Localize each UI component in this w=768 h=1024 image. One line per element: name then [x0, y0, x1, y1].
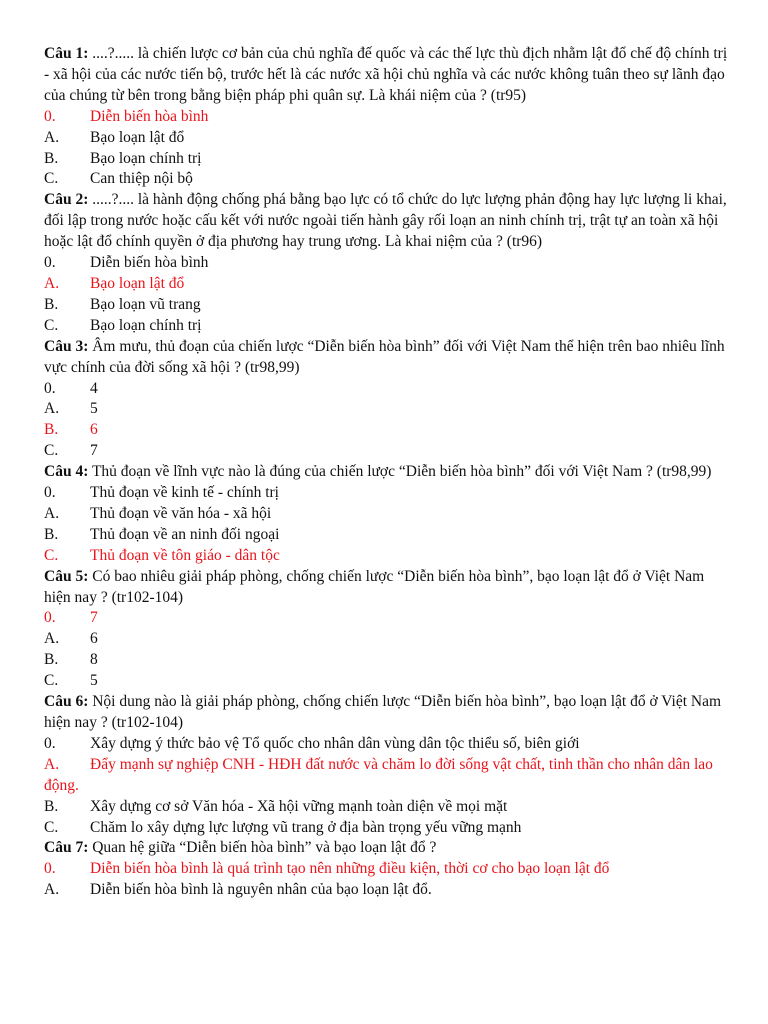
option-letter: 0. — [44, 734, 56, 752]
question-stem — [44, 692, 734, 734]
answer-option — [44, 608, 734, 629]
option-letter: 0. — [44, 484, 56, 502]
option-letter: A. — [44, 274, 60, 292]
option-letter: C. — [44, 170, 59, 188]
option-letter: B. — [44, 525, 59, 543]
quiz-document — [44, 44, 734, 901]
option-letter: A. — [44, 755, 60, 773]
option-text: 5 — [90, 400, 98, 418]
answer-option — [44, 734, 734, 755]
answer-option — [44, 483, 734, 504]
answer-option — [44, 755, 734, 797]
option-text: Diễn biến hòa bình là quá trình tạo nên những điều kiện, thời cơ cho bạo loạn lật đổ — [90, 860, 610, 878]
option-letter: C. — [44, 672, 59, 690]
option-text: Thủ đoạn về an ninh đối ngoại — [90, 525, 280, 543]
answer-option — [44, 128, 734, 149]
question-4 — [44, 462, 734, 567]
option-text: 7 — [90, 609, 98, 627]
answer-option — [44, 274, 734, 295]
option-letter: A. — [44, 400, 60, 418]
question-text: .....?.... là hành động chống phá bằng bạo lực có tổ chức do lực lượng phản động hay lực lượng li khai, đối lập trong nước hoặc cấu kết với nước ngoài tiến hành gây rối loạn an ninh chính trị, trật tự an toàn xã hội hoặc lật đổ chính quyền ở địa phương hay trung ương. Là khai niệm của ? (tr96) — [44, 191, 727, 251]
answer-option — [44, 399, 734, 420]
option-text: Thủ đoạn về văn hóa - xã hội — [90, 504, 272, 522]
option-letter: 0. — [44, 379, 56, 397]
option-letter: C. — [44, 546, 59, 564]
question-6 — [44, 692, 734, 838]
option-text: Diễn biến hòa bình — [90, 254, 209, 272]
question-2 — [44, 190, 734, 336]
option-letter: 0. — [44, 107, 56, 125]
question-text: Âm mưu, thủ đoạn của chiến lược “Diễn biến hòa bình” đối với Việt Nam thể hiện trên bao nhiêu lĩnh vực chính của đời sống xã hội ? (tr98,99) — [44, 337, 725, 376]
answer-option — [44, 441, 734, 462]
answer-option — [44, 671, 734, 692]
answer-option — [44, 525, 734, 546]
question-stem — [44, 838, 734, 859]
option-letter: B. — [44, 421, 59, 439]
question-stem — [44, 44, 734, 107]
question-text: ....?..... là chiến lược cơ bản của chủ nghĩa đế quốc và các thế lực thù địch nhằm lật đổ chế độ chính trị - xã hội của các nước tiến bộ, trước hết là các nước xã hội chủ nghĩa và các nước không tuân theo sự lãnh đạo của chúng từ bên trong bằng biện pháp phi quân sự. Là khái niệm của ? (tr95) — [44, 45, 728, 104]
option-letter: A. — [44, 128, 60, 146]
option-text: Bạo loạn lật đổ — [90, 128, 185, 146]
question-5 — [44, 567, 734, 692]
answer-option — [44, 149, 734, 170]
option-letter: A. — [44, 630, 60, 648]
option-text: 6 — [90, 630, 98, 648]
option-text: Xây dựng cơ sở Văn hóa - Xã hội vững mạnh toàn diện về mọi mặt — [90, 797, 508, 815]
option-text: Bạo loạn vũ trang — [90, 295, 201, 313]
option-text: Diễn biến hòa bình — [90, 107, 209, 125]
answer-option — [44, 420, 734, 441]
question-stem — [44, 337, 734, 379]
question-number: Câu 3: — [44, 337, 89, 355]
option-letter: A. — [44, 881, 60, 899]
option-letter: B. — [44, 797, 59, 815]
answer-option — [44, 295, 734, 316]
question-stem — [44, 567, 734, 609]
option-text: Bạo loạn lật đổ — [90, 274, 185, 292]
answer-option — [44, 316, 734, 337]
option-letter: 0. — [44, 609, 56, 627]
question-number: Câu 6: — [44, 693, 89, 711]
question-text: Quan hệ giữa “Diễn biến hòa bình” và bạo loạn lật đổ ? — [88, 839, 437, 857]
option-text: 8 — [90, 651, 98, 669]
option-letter: C. — [44, 818, 59, 836]
option-letter: B. — [44, 149, 59, 167]
option-text: 7 — [90, 442, 98, 460]
option-text: 5 — [90, 672, 98, 690]
question-number: Câu 5: — [44, 567, 89, 585]
option-text: Thủ đoạn về tôn giáo - dân tộc — [90, 546, 280, 564]
option-text: Can thiệp nội bộ — [90, 170, 193, 188]
answer-option — [44, 379, 734, 400]
option-text: Thủ đoạn về kinh tế - chính trị — [90, 484, 279, 502]
question-number: Câu 4: — [44, 463, 89, 481]
question-stem — [44, 190, 734, 253]
option-text: Đẩy mạnh sự nghiệp CNH - HĐH đất nước và chăm lo đời sống vật chất, tinh thần cho nhân dân lao động. — [44, 755, 713, 794]
answer-option — [44, 253, 734, 274]
answer-option — [44, 880, 734, 901]
question-7 — [44, 838, 734, 901]
option-text: Xây dựng ý thức bảo vệ Tổ quốc cho nhân dân vùng dân tộc thiểu số, biên giới — [90, 734, 580, 752]
answer-option — [44, 107, 734, 128]
answer-option — [44, 859, 734, 880]
answer-option — [44, 818, 734, 839]
option-text: Diễn biến hòa bình là nguyên nhân của bạo loạn lật đổ. — [90, 881, 432, 899]
question-text: Nội dung nào là giải pháp phòng, chống chiến lược “Diễn biến hòa bình”, bạo loạn lật đổ ở Việt Nam hiện nay ? (tr102-104) — [44, 693, 722, 731]
option-letter: A. — [44, 504, 60, 522]
answer-option — [44, 797, 734, 818]
answer-option — [44, 629, 734, 650]
question-3 — [44, 337, 734, 462]
option-letter: 0. — [44, 254, 56, 272]
answer-option — [44, 650, 734, 671]
question-number: Câu 1: — [44, 45, 89, 62]
option-letter: C. — [44, 316, 59, 334]
question-text: Có bao nhiêu giải pháp phòng, chống chiến lược “Diễn biến hòa bình”, bạo loạn lật đổ ở Việt Nam hiện nay ? (tr102-104) — [44, 567, 705, 606]
question-1 — [44, 44, 734, 190]
option-letter: B. — [44, 295, 59, 313]
option-text: 4 — [90, 379, 98, 397]
option-text: Bạo loạn chính trị — [90, 149, 202, 167]
option-letter: C. — [44, 442, 59, 460]
option-text: Bạo loạn chính trị — [90, 316, 202, 334]
question-stem — [44, 462, 734, 483]
question-number: Câu 7: — [44, 839, 89, 857]
option-text: 6 — [90, 421, 98, 439]
option-letter: 0. — [44, 860, 56, 878]
option-text: Chăm lo xây dựng lực lượng vũ trang ở địa bàn trọng yếu vững mạnh — [90, 818, 522, 836]
answer-option — [44, 169, 734, 190]
question-text: Thủ đoạn về lĩnh vực nào là đúng của chiến lược “Diễn biến hòa bình” đối với Việt Nam ? (tr98,99) — [88, 463, 712, 481]
option-letter: B. — [44, 651, 59, 669]
answer-option — [44, 504, 734, 525]
question-number: Câu 2: — [44, 191, 89, 209]
answer-option — [44, 546, 734, 567]
